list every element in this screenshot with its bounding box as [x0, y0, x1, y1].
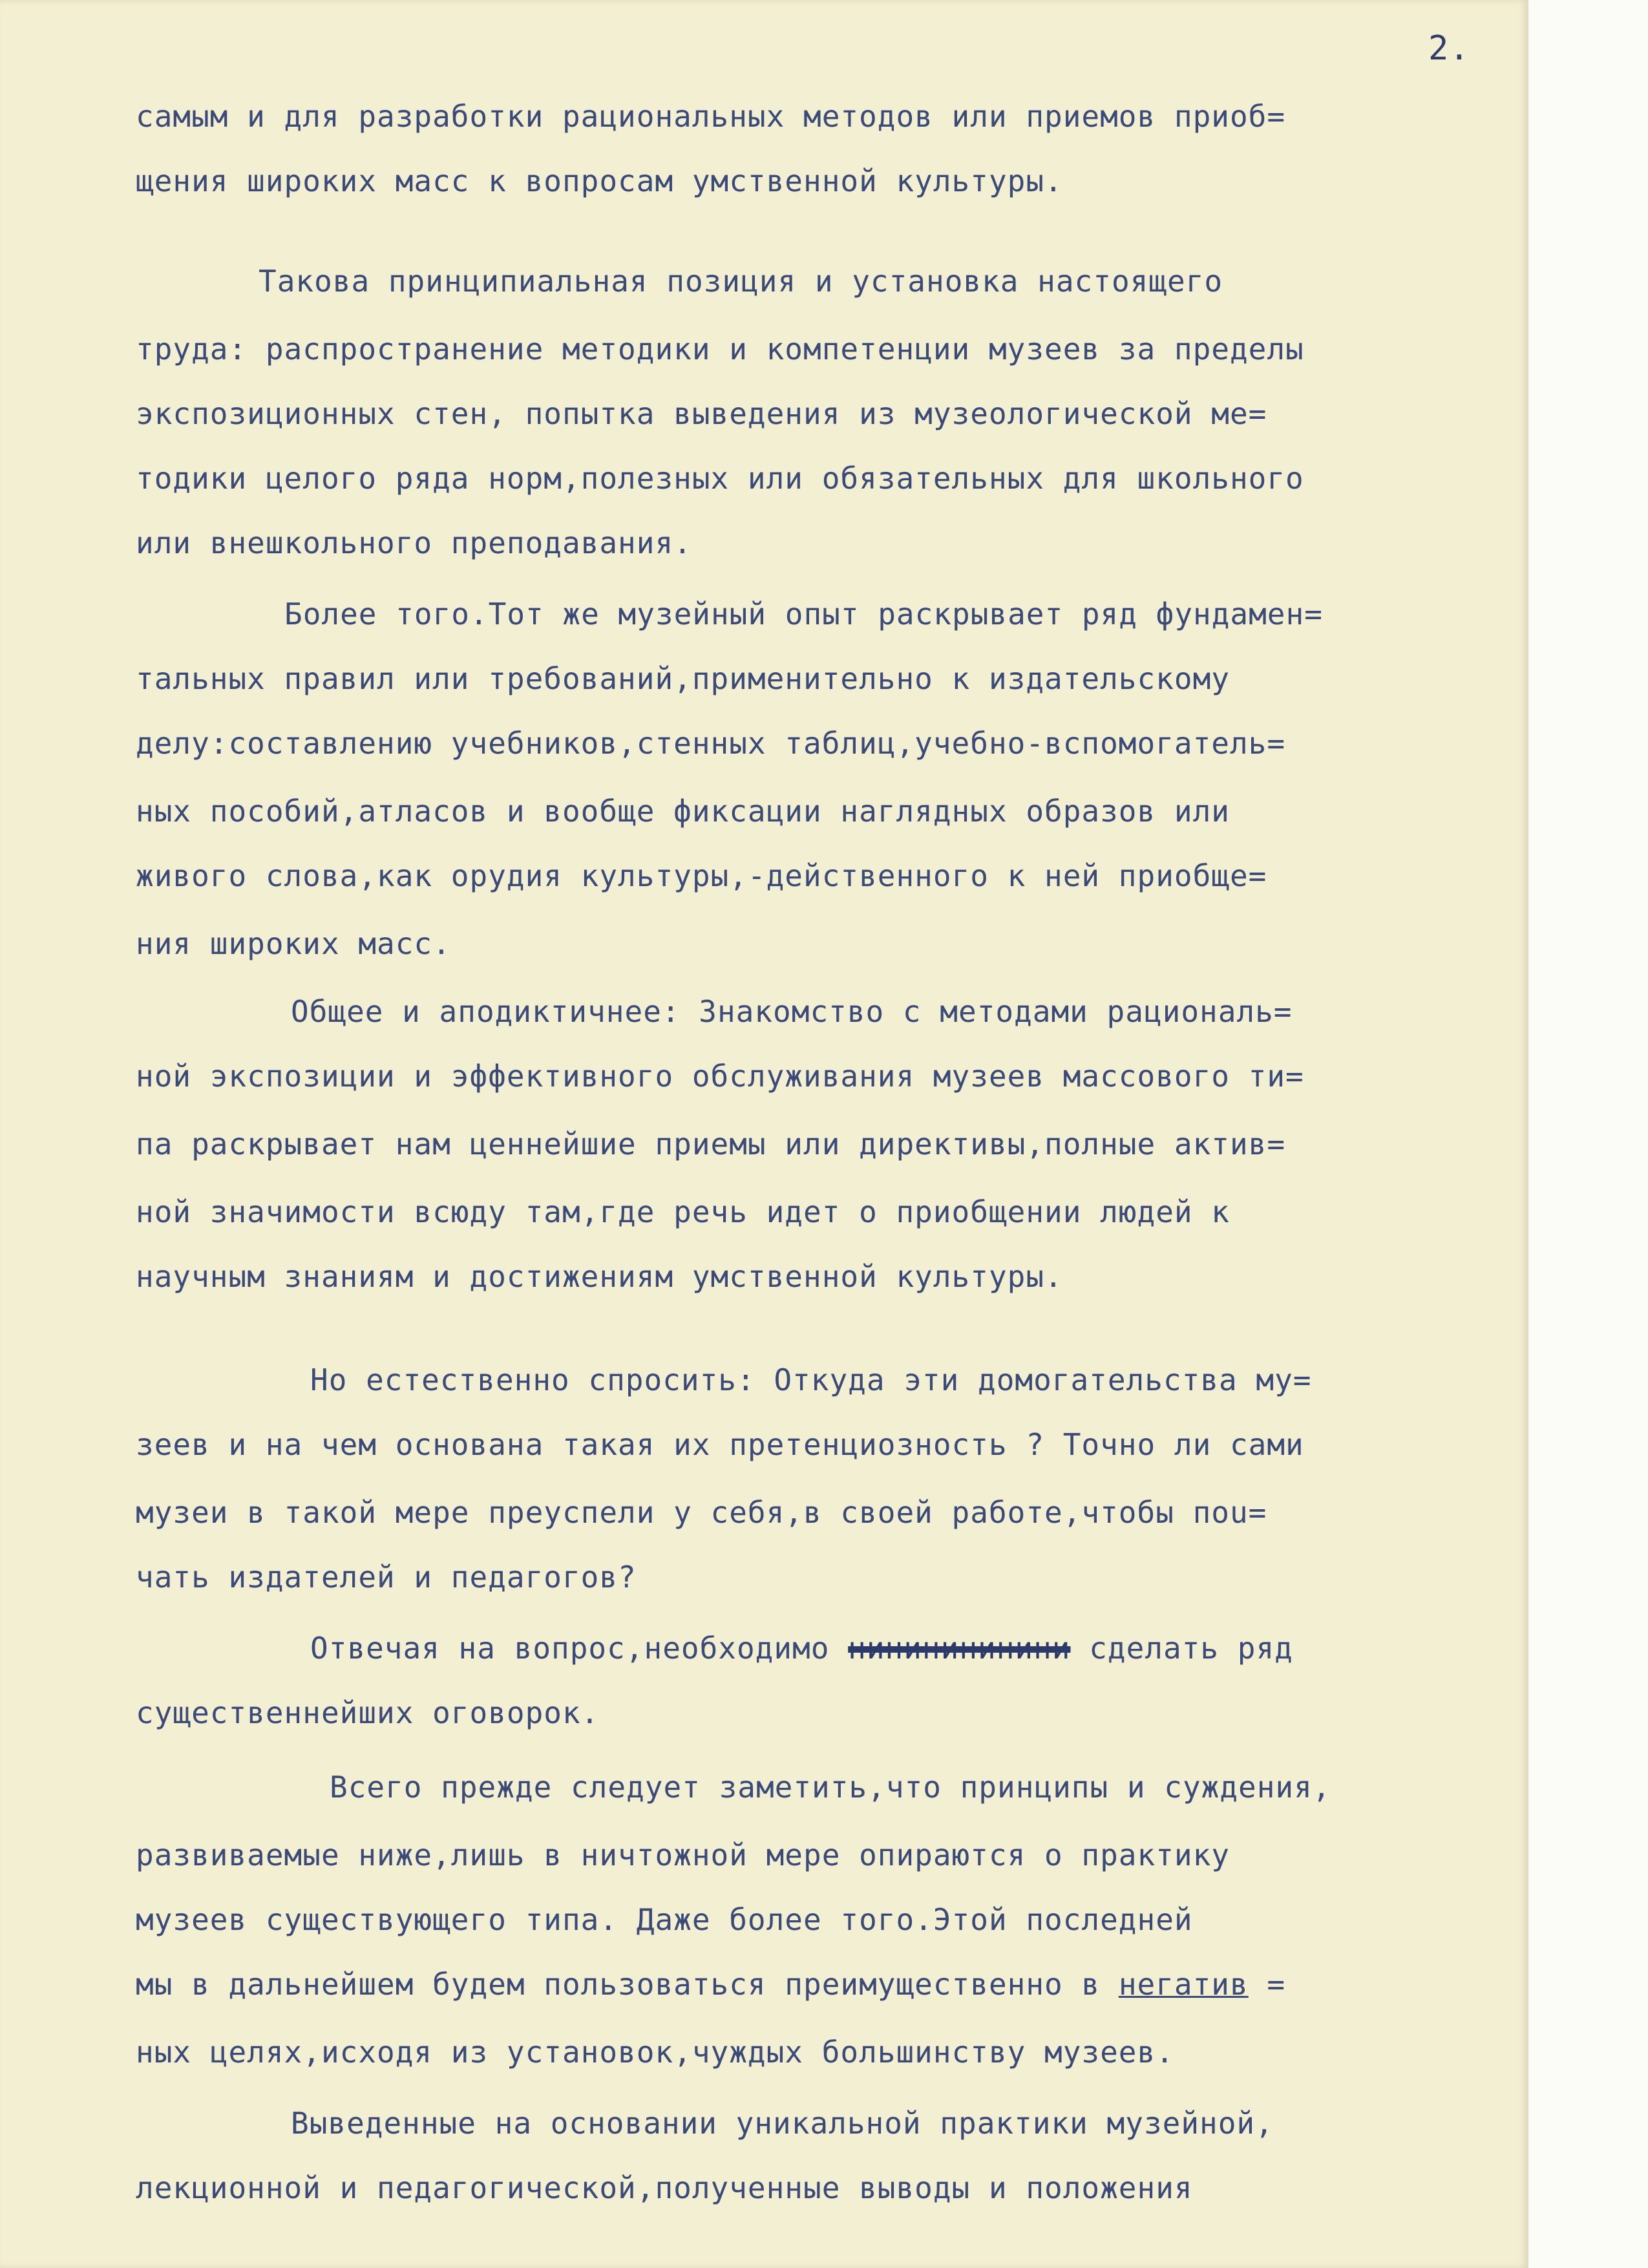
- text-line: научным знаниям и достижениям умственной культуры.: [136, 1259, 1063, 1294]
- text-line: ных целях,исходя из установок,чуждых большинству музеев.: [136, 2035, 1174, 2070]
- text-fragment: мы в дальнейшем будем пользоваться преимущественно в: [136, 1967, 1101, 2002]
- text-line: труда: распространение методики и компетенции музеев за пределы: [136, 332, 1304, 366]
- scan-margin: [1528, 0, 1648, 2268]
- text-line: развиваемые ниже,лишь в ничтожной мере опираются о практику: [136, 1838, 1230, 1872]
- text-line: Такова принципиальная позиция и установка настоящего: [259, 264, 1223, 299]
- text-line: живого слова,как орудия культуры,-действенного к ней приобще=: [136, 858, 1267, 893]
- text-line: [136, 1965, 1285, 2004]
- text-line: ных пособий,атласов и вообще фиксации наглядных образов или: [136, 794, 1230, 829]
- text-line: или внешкольного преподавания.: [136, 525, 692, 560]
- text-line: музеев существующего типа. Даже более того.Этой последней: [136, 1902, 1193, 1937]
- text-line: Более того.Тот же музейный опыт раскрывает ряд фундамен=: [284, 597, 1323, 631]
- struck-out-text: нининининини: [848, 1631, 1071, 1666]
- text-line: делу:составлению учебников,стенных таблиц,учебно-вспомогатель=: [136, 726, 1286, 761]
- text-line: Всего прежде следует заметить,что принципы и суждения,: [330, 1770, 1331, 1805]
- text-line: Выведенные на основании уникальной практики музейной,: [291, 2106, 1274, 2141]
- underlined-word: негатив: [1118, 1967, 1249, 2002]
- text-line: зеев и на чем основана такая их претенциозность ? Точно ли сами: [136, 1427, 1304, 1462]
- text-line: лекционной и педагогической,полученные выводы и положения: [136, 2170, 1193, 2205]
- text-fragment: сделать ряд: [1089, 1631, 1293, 1666]
- text-line: ния широких масс.: [136, 926, 451, 961]
- text-line: чать издателей и педагогов?: [136, 1560, 637, 1595]
- text-line: музеи в такой мере преуспели у себя,в своей работе,чтобы пou=: [136, 1495, 1267, 1530]
- text-line: тальных правил или требований,применительно к издательскому: [136, 661, 1230, 696]
- text-line: ной значимости всюду там,где речь идет о приобщении людей к: [136, 1194, 1230, 1229]
- text-line: самым и для разработки рациональных методов или приемов приоб=: [136, 99, 1286, 134]
- text-line: ной экспозиции и эффективного обслуживания музеев массового ти=: [136, 1059, 1304, 1094]
- text-line: [310, 1629, 1293, 1668]
- page-number: 2.: [1428, 29, 1470, 68]
- text-line: па раскрывает нам ценнейшие приемы или директивы,полные актив=: [136, 1127, 1286, 1161]
- text-line: экспозиционных стен, попытка выведения из музеологической ме=: [136, 396, 1267, 431]
- text-line: Общее и аподиктичнее: Знакомство с методами рациональ=: [291, 994, 1293, 1029]
- text-line: Но естественно спросить: Откуда эти домогательства му=: [310, 1362, 1312, 1397]
- text-line: существеннейших оговорок.: [136, 1695, 600, 1730]
- hyphen-mark: =: [1267, 1967, 1286, 2002]
- text-line: щения широких масс к вопросам умственной культуры.: [136, 164, 1063, 198]
- text-fragment: Отвечая на вопрос,необходимо: [310, 1631, 830, 1666]
- text-line: тодики целого ряда норм,полезных или обязательных для школьного: [136, 461, 1304, 496]
